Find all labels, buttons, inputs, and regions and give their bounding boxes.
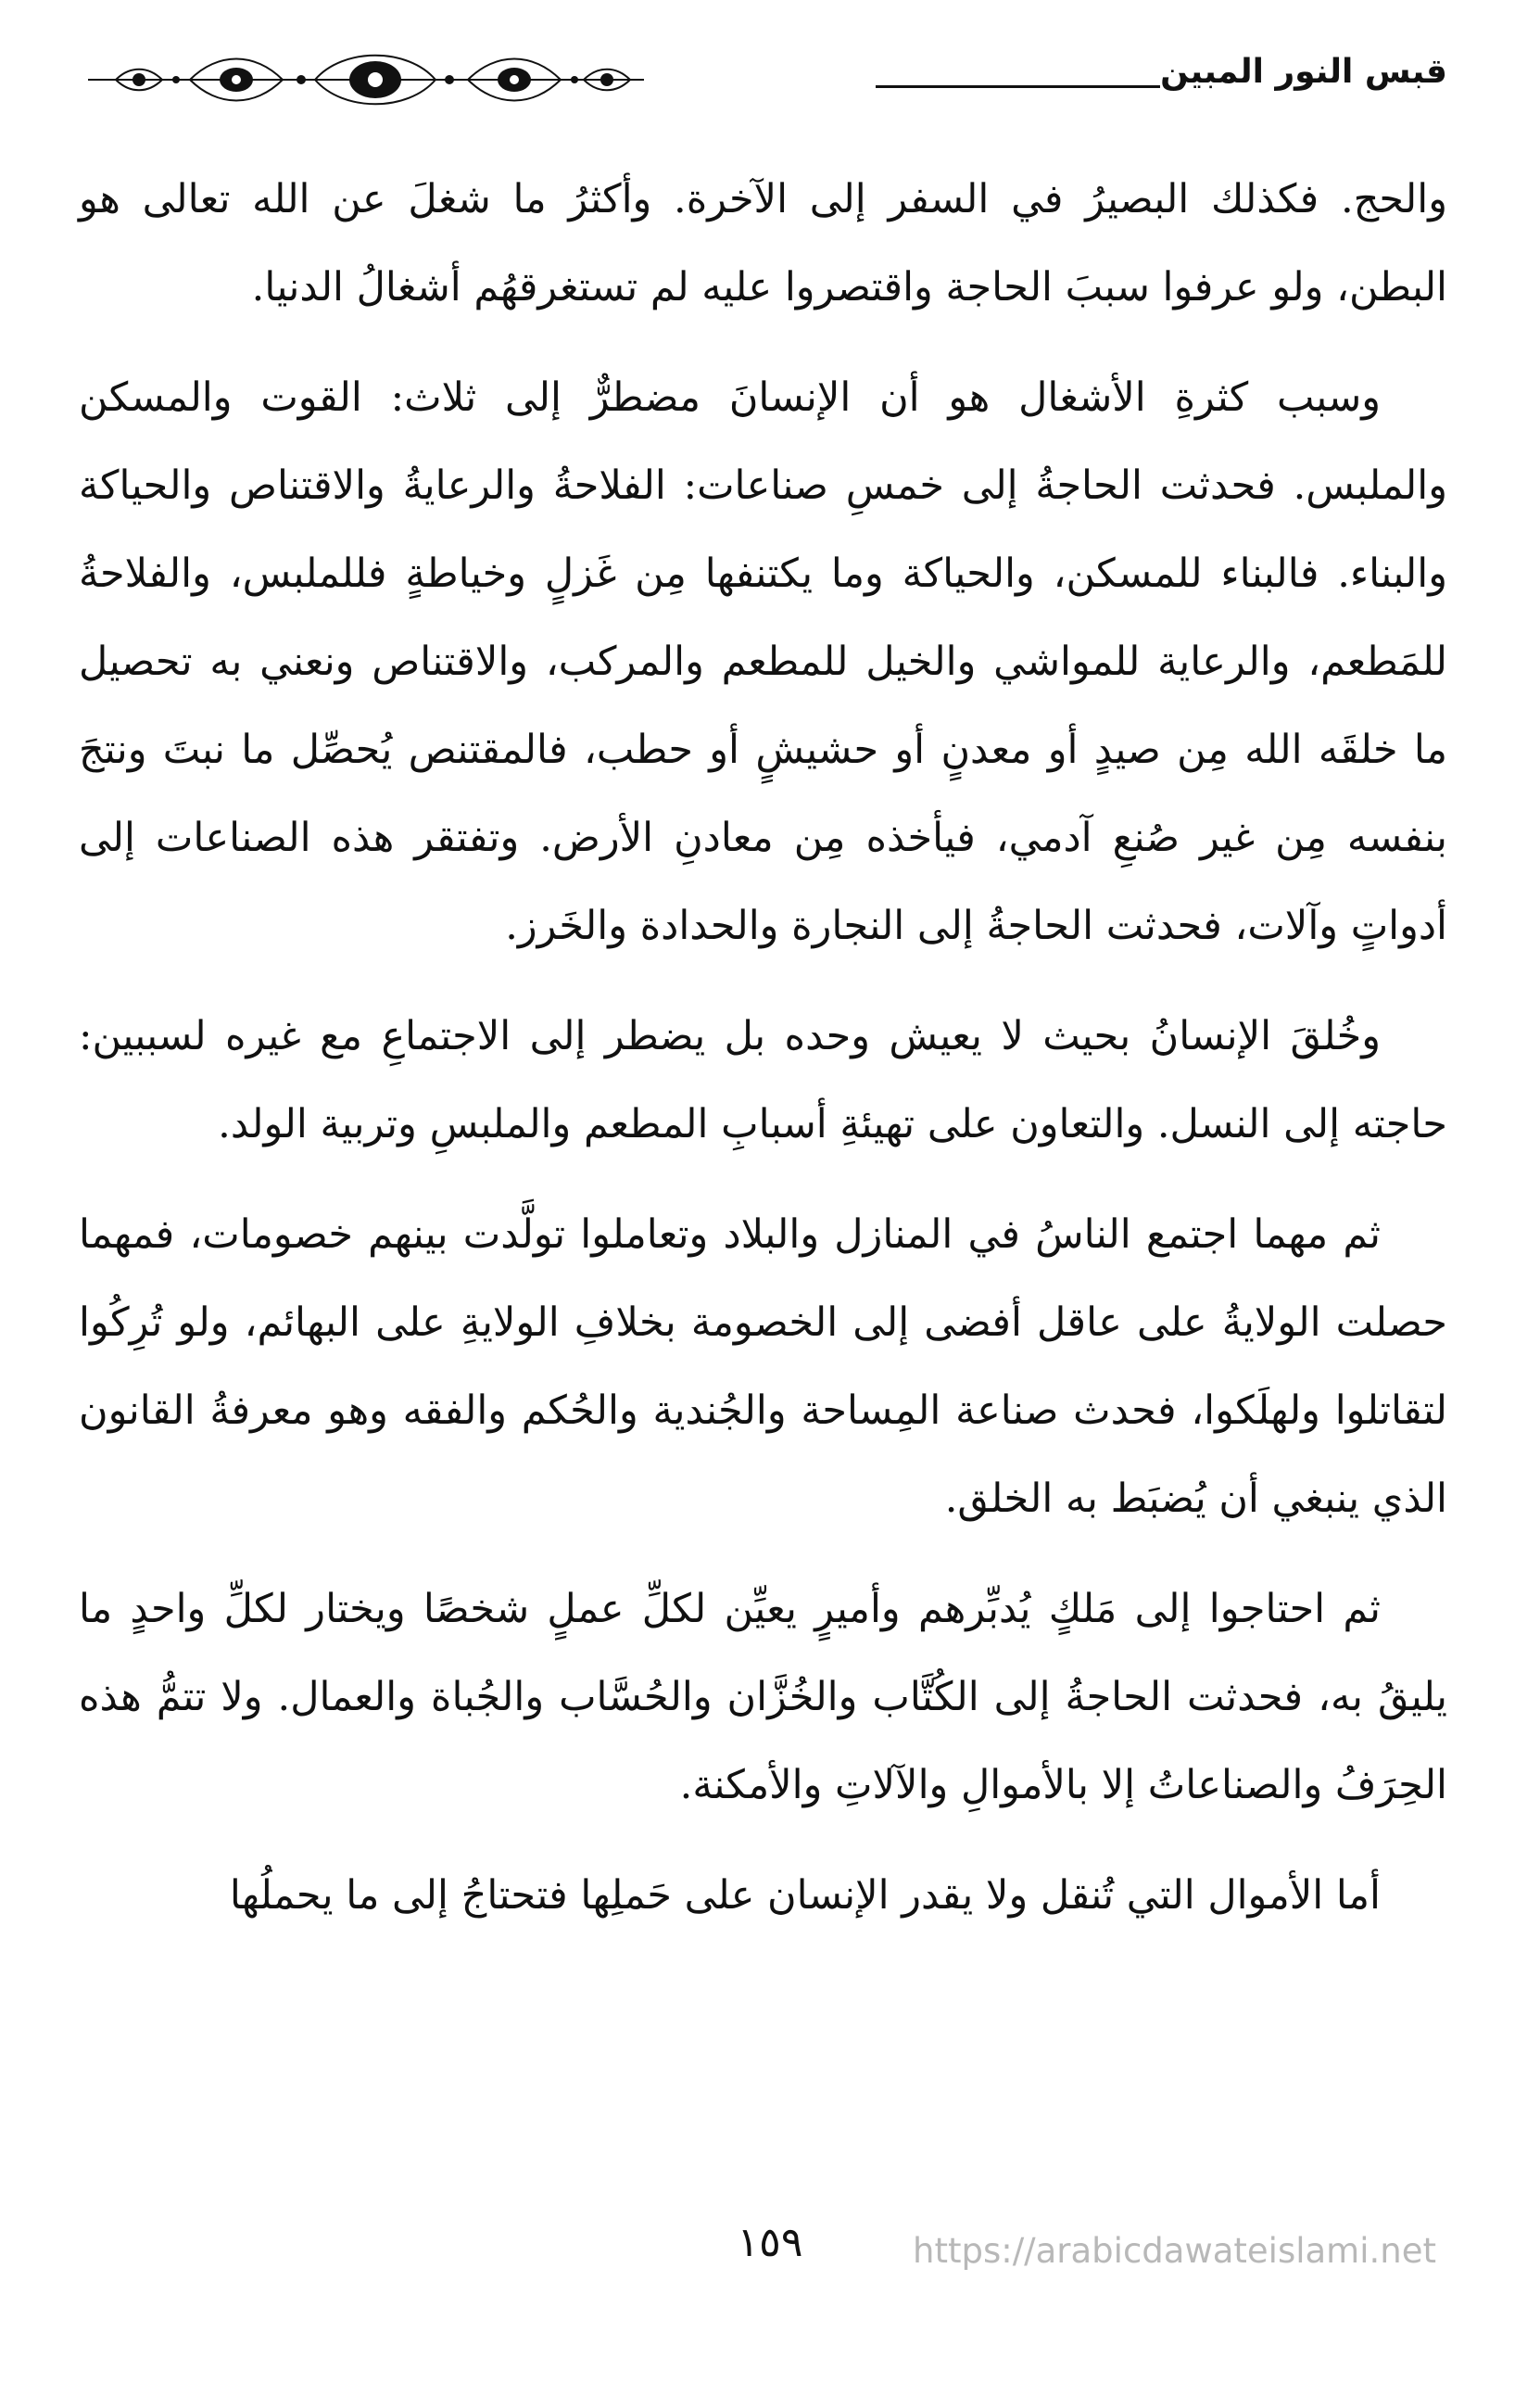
watermark-url: https://arabicdawateislami.net (913, 2231, 1436, 2271)
paragraph: ثم مهما اجتمع الناسُ في المنازل والبلاد وتعاملوا تولَّدت بينهم خصومات، فمهما حصلت الولايةُ على عاقل أفضى إلى الخصومة بخلافِ الولايةِ على البهائم، ولو تُرِكُوا لتقاتلوا ولهلَكوا، فحدث صناعة المِساحة والجُندية والحُكم والفقه وهو معرفةُ القانون الذي ينبغي أن يُضبَط به الخلق. (79, 1211, 1447, 1522)
body-text (79, 156, 1447, 1962)
ornament-border-icon (79, 43, 653, 117)
paragraph: أما الأموال التي تُنقل ولا يقدر الإنسان على حَملِها فتحتاجُ إلى ما يحملُها (229, 1872, 1381, 1919)
paragraph: وسبب كثرةِ الأشغال هو أن الإنسانَ مضطرٌّ إلى ثلاث: القوت والمسكن والملبس. فحدثت الحاجةُ إلى خمسِ صناعات: الفلاحةُ والرعايةُ والاقتناص والحياكة والبناء. فالبناء للمسكن، والحياكة وما يكتنفها مِن غَزلٍ وخياطةٍ فللملبس، والفلاحةُ للمَطعم، والرعاية للمواشي والخيل للمطعم والمركب، والاقتناص ونعني به تحصيل ما خلقَه الله مِن صيدٍ أو معدنٍ أو حشيشٍ أو حطب، فالمقتنص يُحصِّل ما نبتَ ونتجَ بنفسه مِن غير صُنعِ آدمي، فيأخذه مِن معادنِ الأرض. وتفتقر هذه الصناعات إلى أدواتٍ وآلات، فحدثت الحاجةُ إلى النجارة والحدادة والخَرز. (79, 374, 1447, 949)
paragraph: ثم احتاجوا إلى مَلكٍ يُدبِّرهم وأميرٍ يعيِّن لكلِّ عملٍ شخصًا ويختار لكلِّ واحدٍ ما يليقُ به، فحدثت الحاجةُ إلى الكُتَّاب والخُزَّان والحُسَّاب والجُباة والعمال. ولا تتمُّ هذه الحِرَفُ والصناعاتُ إلا بالأموالِ والآلاتِ والأمكنة. (79, 1586, 1447, 1808)
book-title: قبس النور المبين (1160, 53, 1447, 91)
running-header (79, 37, 1447, 111)
paragraph: والحج. فكذلك البصيرُ في السفر إلى الآخرة. وأكثرُ ما شغلَ عن الله تعالى هو البطن، ولو عرفوا سببَ الحاجة واقتصروا عليه لم تستغرقهُم أشغالُ الدنيا. (79, 176, 1447, 310)
header-rule (876, 85, 1160, 88)
paragraph: وخُلقَ الإنسانُ بحيث لا يعيش وحده بل يضطر إلى الاجتماعِ مع غيره لسببين: حاجته إلى النسل. والتعاون على تهيئةِ أسبابِ المطعم والملبسِ وتربية الولد. (79, 1013, 1447, 1147)
page-number: ١٥٩ (737, 2219, 803, 2266)
